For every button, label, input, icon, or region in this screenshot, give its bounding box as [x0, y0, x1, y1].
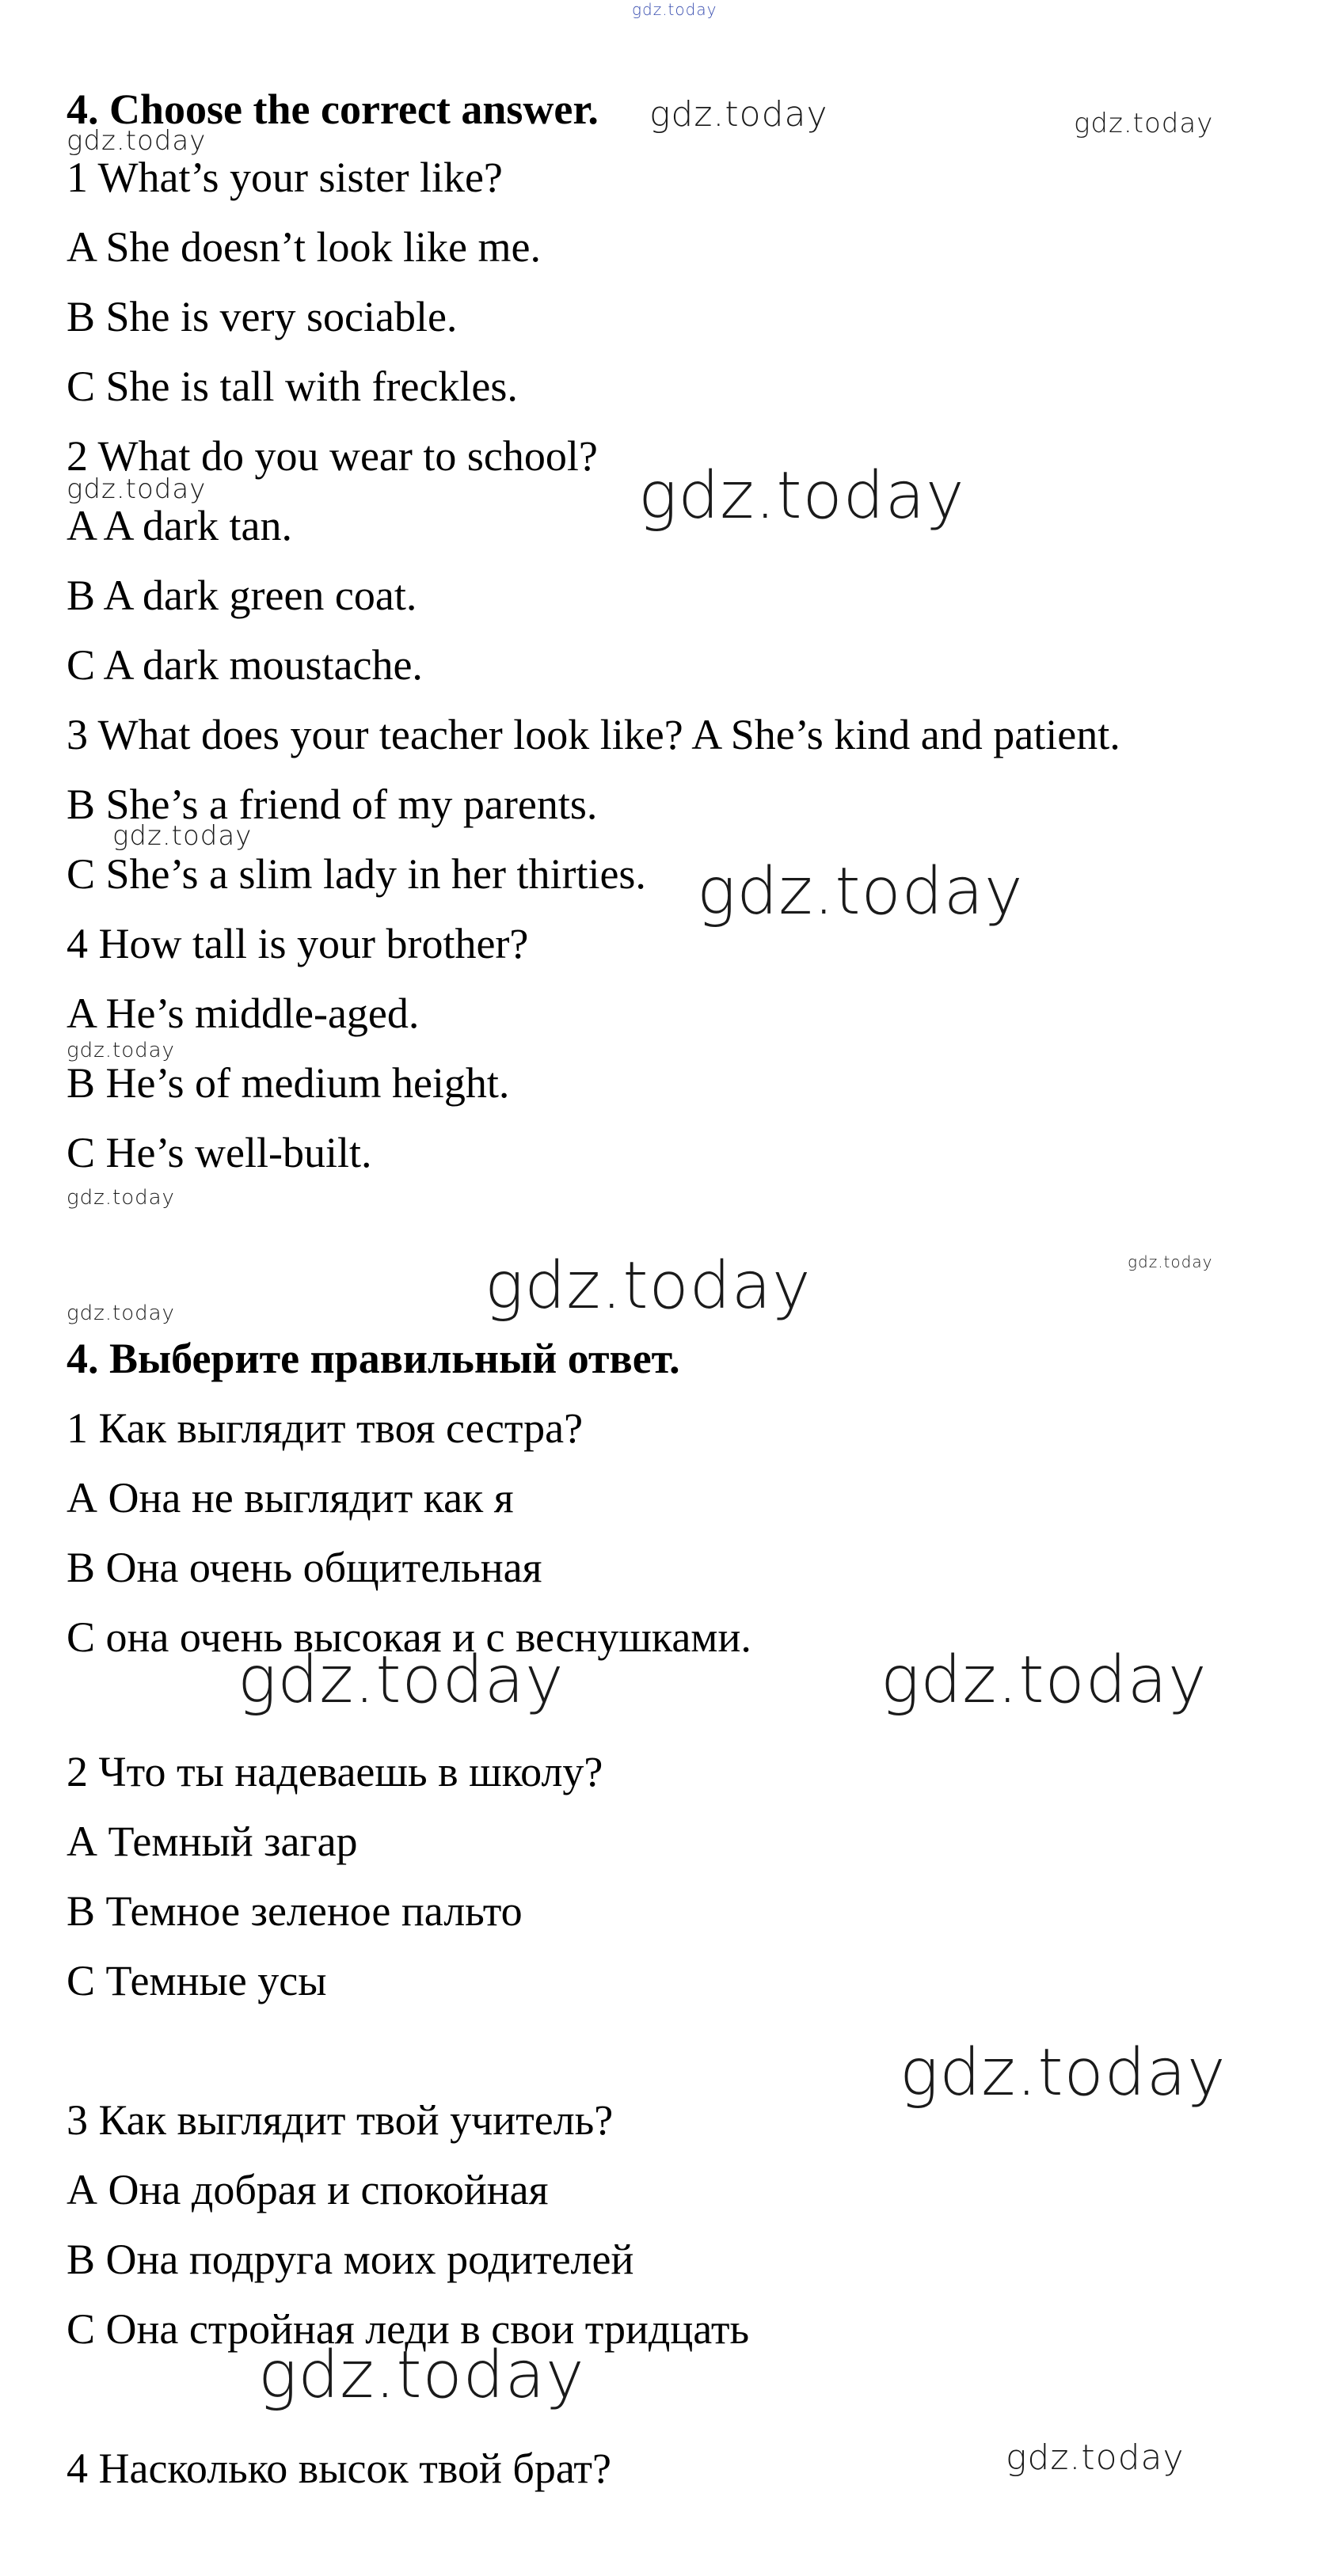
ru-option-1b: В Она очень общительная [67, 1544, 542, 1591]
watermark: gdz.today [638, 458, 965, 534]
option-4b: B He’s of medium height. [67, 1059, 510, 1107]
watermark: gdz.today [485, 1248, 812, 1324]
watermark: gdz.today [881, 1643, 1208, 1718]
watermark: gdz.today [697, 854, 1024, 929]
ru-question-1: 1 Как выглядит твоя сестра? [67, 1404, 584, 1452]
option-1a: A She doesn’t look like me. [67, 223, 541, 271]
watermark-top: gdz.today [632, 0, 717, 19]
option-4c: C He’s well-built. [67, 1129, 372, 1176]
watermark: gdz.today [1128, 1252, 1213, 1271]
ru-option-3b: В Она подруга моих родителей [67, 2236, 634, 2283]
watermark: gdz.today [67, 125, 207, 157]
watermark: gdz.today [1006, 2437, 1185, 2478]
ru-question-2: 2 Что ты надеваешь в школу? [67, 1748, 603, 1795]
option-1c: C She is tall with freckles. [67, 363, 518, 410]
ru-option-2b: В Темное зеленое пальто [67, 1887, 523, 1935]
ru-option-3a: А Она добрая и спокойная [67, 2166, 549, 2213]
question-2: 2 What do you wear to school? [67, 432, 598, 480]
option-2b: B A dark green coat. [67, 572, 417, 619]
watermark: gdz.today [67, 473, 207, 505]
watermark: gdz.today [900, 2035, 1227, 2111]
watermark: gdz.today [238, 1643, 565, 1718]
option-1b: B She is very sociable. [67, 293, 458, 340]
question-4: 4 How tall is your brother? [67, 920, 529, 967]
ru-option-2a: А Темный загар [67, 1818, 358, 1865]
english-heading: 4. Choose the correct answer. [67, 85, 599, 133]
option-2a: A A dark tan. [67, 502, 292, 549]
option-2c: C A dark moustache. [67, 641, 423, 689]
watermark: gdz.today [67, 1039, 175, 1062]
watermark: gdz.today [258, 2338, 585, 2413]
watermark: gdz.today [67, 1301, 175, 1325]
russian-heading: 4. Выберите правильный ответ. [67, 1335, 680, 1382]
question-3: 3 What does your teacher look like? A She’s kind and patient. [67, 711, 1120, 758]
watermark: gdz.today [112, 820, 253, 852]
watermark: gdz.today [1074, 108, 1214, 139]
option-3c: C She’s a slim lady in her thirties. [67, 850, 646, 898]
ru-option-2c: С Темные усы [67, 1957, 327, 2004]
watermark: gdz.today [67, 1186, 175, 1210]
ru-option-1c: С она очень высокая и с веснушками. [67, 1613, 751, 1661]
question-1: 1 What’s your sister like? [67, 154, 503, 201]
option-3b: B She’s a friend of my parents. [67, 781, 598, 828]
ru-question-3: 3 Как выглядит твой учитель? [67, 2096, 614, 2144]
option-4a: A He’s middle-aged. [67, 990, 420, 1037]
ru-option-1a: А Она не выглядит как я [67, 1474, 514, 1522]
ru-option-3c: С Она стройная леди в свои тридцать [67, 2305, 750, 2353]
ru-question-4: 4 Насколько высок твой брат? [67, 2445, 611, 2492]
watermark: gdz.today [649, 94, 828, 135]
